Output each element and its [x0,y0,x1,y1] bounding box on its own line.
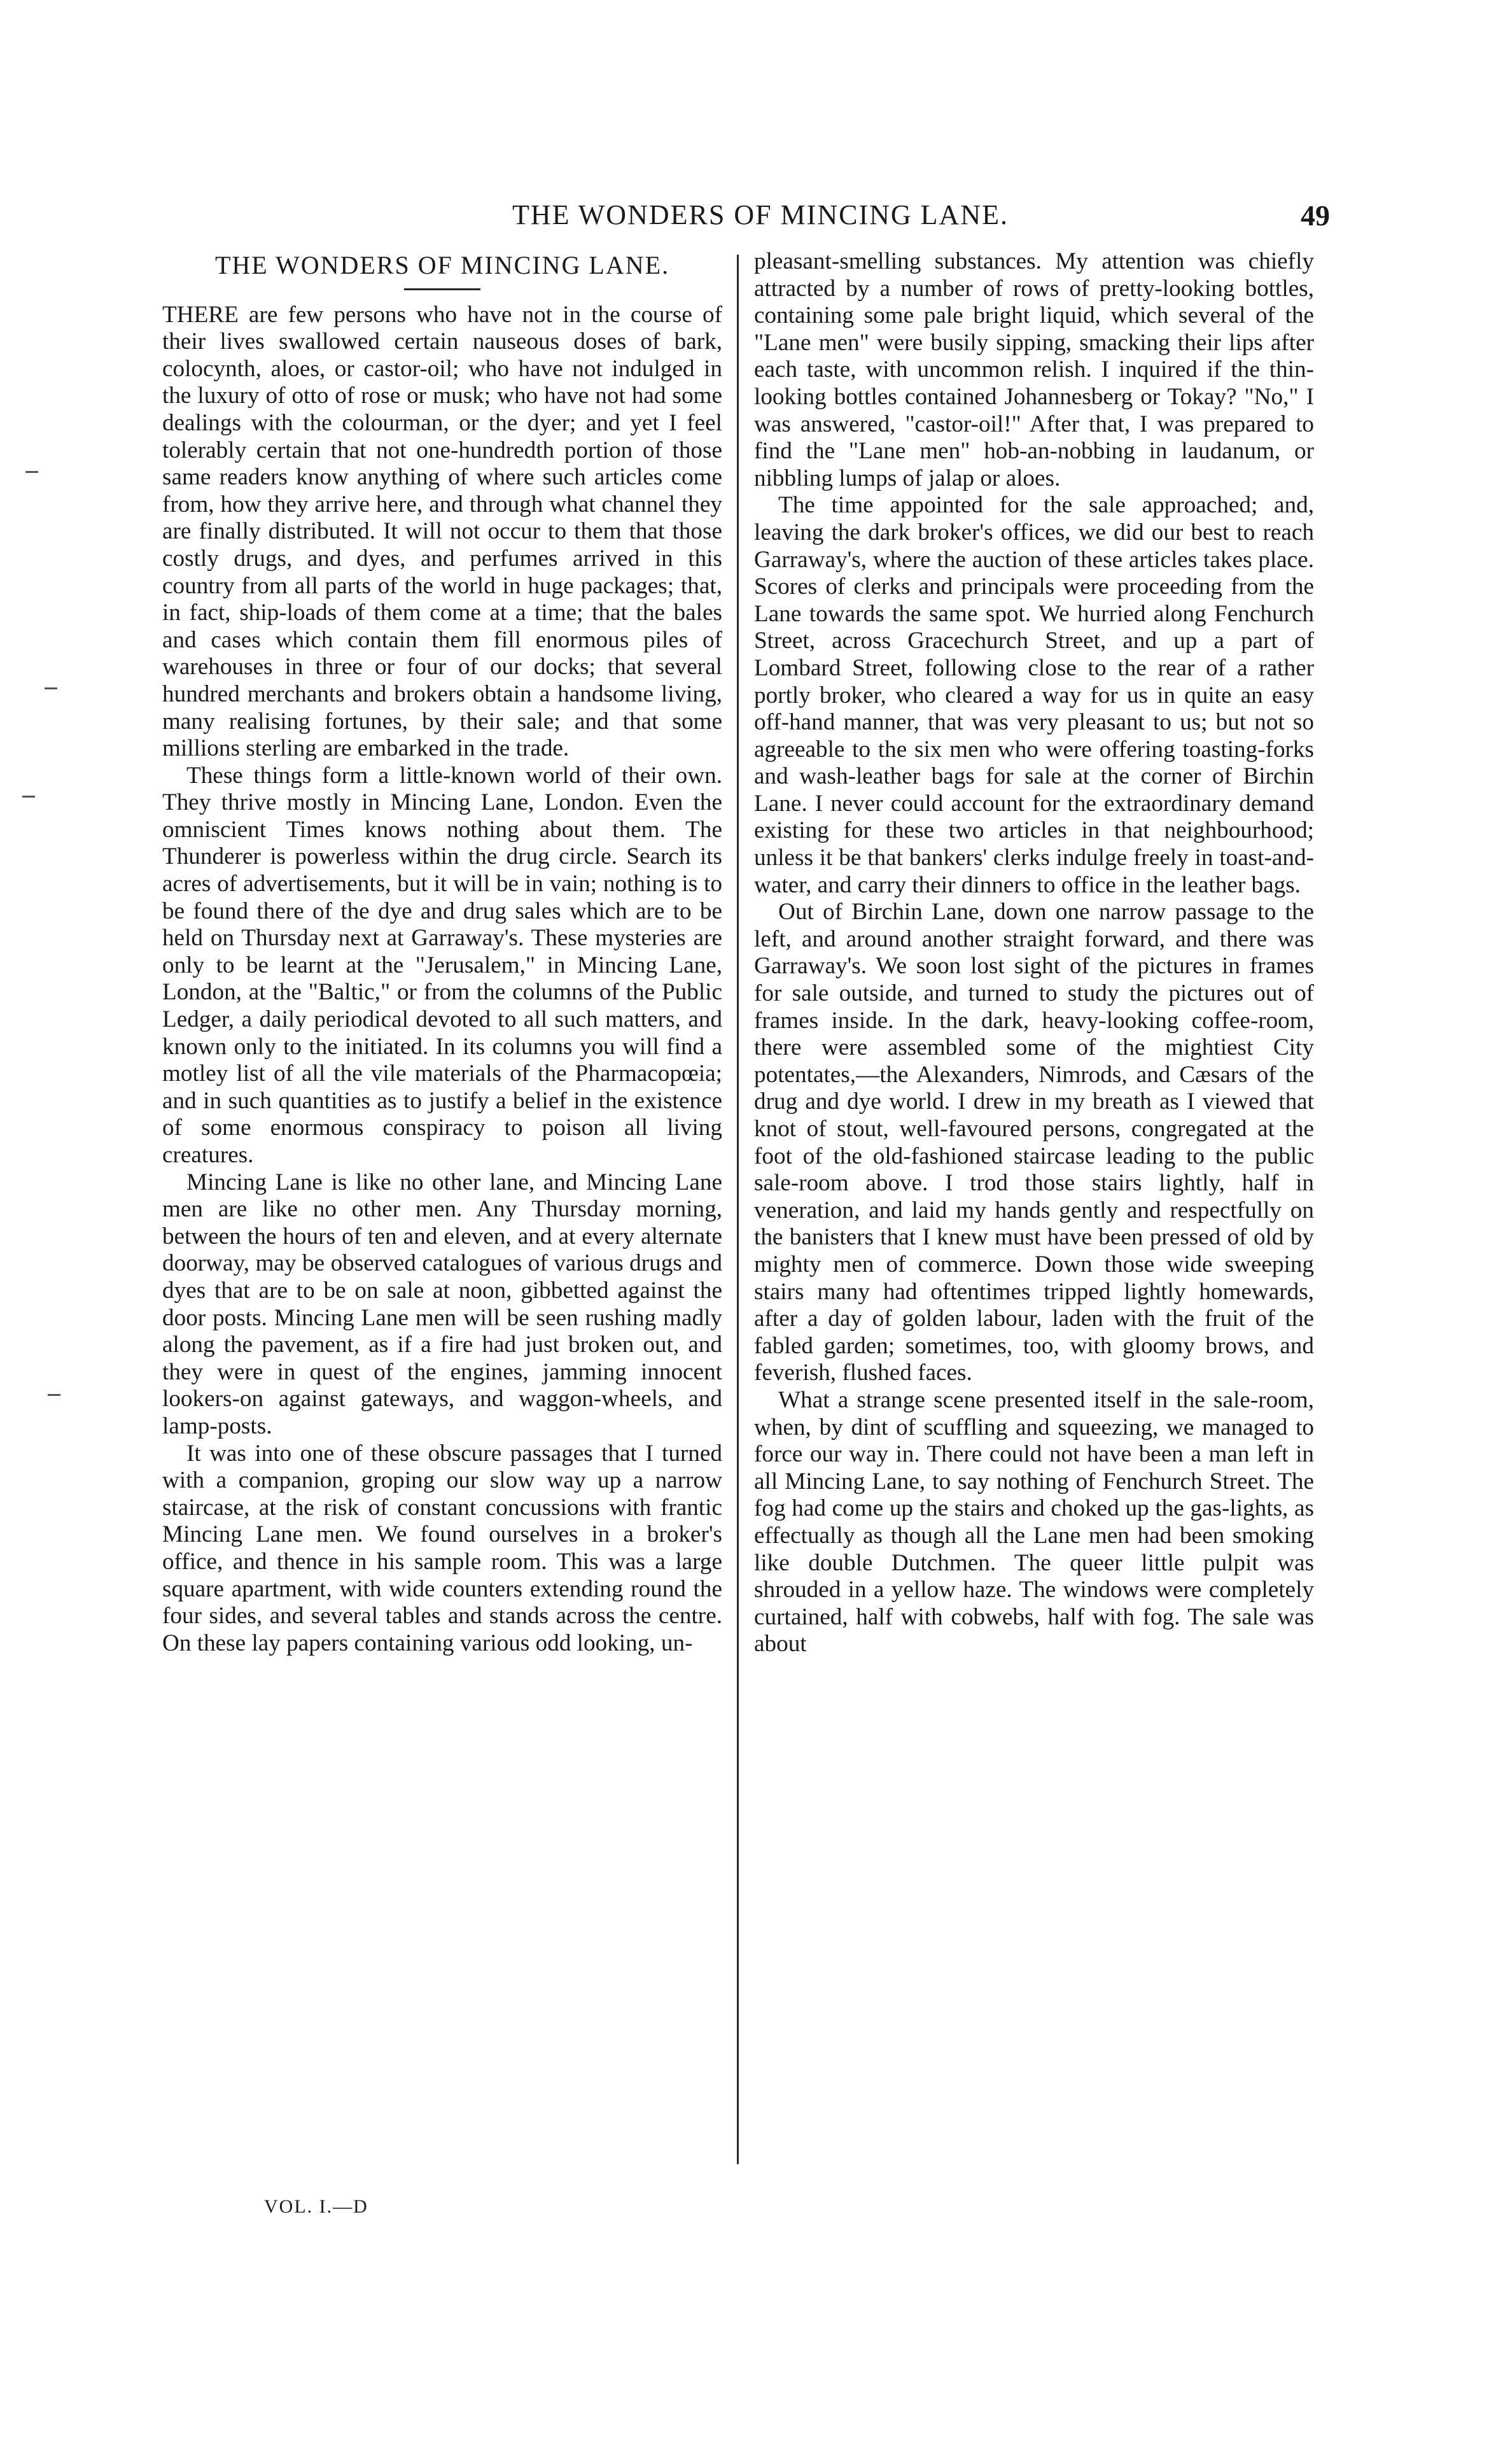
margin-mark [48,1394,60,1396]
paragraph: Mincing Lane is like no other lane, and Mincing Lane men are like no other men. Any Thursday morning, between the hours of ten and eleven, and at every alternate doorway, may be observed catalogues of various drugs and dyes that are to be on sale at noon, gibbetted against the door posts. Mincing Lane men will be seen rushing madly along the pavement, as if a fire had just broken out, and they were in quest of the engines, jamming innocent lookers-on against gateways, and waggon-wheels, and lamp-posts. [162,1169,722,1439]
left-column [162,248,722,2193]
margin-mark [45,687,57,689]
paragraph: It was into one of these obscure passages that I turned with a companion, groping our slow way up a narrow staircase, at the risk of constant concussions with frantic Mincing Lane men. We found ourselves in a broker's office, and thence in his sample room. This was a large square apartment, with wide counters extending round the four sides, and several tables and stands across the centre. On these lay papers containing various odd looking, un- [162,1440,722,1656]
article-columns [162,248,1339,2193]
paragraph: Out of Birchin Lane, down one narrow passage to the left, and around another straight forward, and there was Garraway's. We soon lost sight of the pictures in frames for sale outside, and turned to study the pictures out of frames inside. In the dark, heavy-looking coffee-room, there were assembled some of the mightiest City potentates,—the Alexanders, Nimrods, and Cæsars of the drug and dye world. I drew in my breath as I viewed that knot of stout, well-favoured persons, congregated at the foot of the old-fashioned staircase leading to the public sale-room above. I trod those stairs lightly, half in veneration, and laid my hands gently and respectfully on the banisters that I knew must have been pressed of old by mighty men of commerce. Down those wide sweeping stairs many had oftentimes tripped lightly homewards, after a day of golden labour, laden with the fruit of the fabled garden; sometimes, too, with gloomy brows, and feverish, flushed faces. [754,899,1314,1386]
title-rule [404,288,480,290]
signature-mark: VOL. I.—D [264,2196,368,2217]
paragraph: pleasant-smelling substances. My attention was chiefly attracted by a number of rows of pretty-looking bottles, containing some pale bright liquid, which several of the "Lane men" were busily sipping, smacking their lips after each taste, with uncommon relish. I inquired if the thin-looking bottles contained Johannesberg or Tokay? "No," I was answered, "castor-oil!" After that, I was prepared to find the "Lane men" hob-an-nobbing in laudanum, or nibbling lumps of jalap or aloes. [754,248,1314,491]
article-title: THE WONDERS OF MINCING LANE. [214,251,670,279]
paragraph: These things form a little-known world of their own. They thrive mostly in Mincing Lane, London. Even the omniscient Times knows nothing about them. The Thunderer is powerless within the drug circle. Search its acres of advertisements, but it will be in vain; nothing is to be found there of the dye and drug sales which are to be held on Thursday next at Garraway's. These mysteries are only to be learnt at the "Jerusalem," in Mincing Lane, London, at the "Baltic," or from the columns of the Public Ledger, a daily periodical devoted to all such matters, and known only to the initiated. In its columns you will find a motley list of all the vile materials of the Pharmacopœia; and in such quantities as to justify a belief in the existence of some enormous conspiracy to poison all living creatures. [162,762,722,1168]
paragraph: The time appointed for the sale approached; and, leaving the dark broker's offices, we did our best to reach Garraway's, where the auction of these articles takes place. Scores of clerks and principals were proceeding from the Lane towards the same spot. We hurried along Fenchurch Street, across Gracechurch Street, and up a part of Lombard Street, following close to the rear of a rather portly broker, who cleared a way for us in quite an easy off-hand manner, that was very pleasant to us; but not so agreeable to the six men who were offering toasting-forks and wash-leather bags for sale at the corner of Birchin Lane. I never could account for the extraordinary demand existing for these two articles in that neighbourhood; unless it be that bankers' clerks indulge freely in toast-and-water, and carry their dinners to office in the leather bags. [754,492,1314,898]
paragraph: THERE are few persons who have not in the course of their lives swallowed certain nauseous doses of bark, colocynth, aloes, or castor-oil; who have not indulged in the luxury of otto of rose or musk; who have not had some dealings with the colourman, or the dyer; and yet I feel tolerably certain that not one-hundredth portion of those same readers know anything of where such articles come from, how they arrive here, and through what channel they are finally distributed. It will not occur to them that those costly drugs, and dyes, and perfumes arrived in this country from all parts of the world in huge packages; that, in fact, ship-loads of them come at a time; that the bales and cases which contain them fill enormous piles of warehouses in three or four of our docks; that several hundred merchants and brokers obtain a handsome living, many realising fortunes, by their sale; and that some millions sterling are embarked in the trade. [162,301,722,762]
margin-mark [25,471,38,473]
page-header [191,199,1330,237]
page-number: 49 [1301,199,1330,232]
right-column [754,248,1314,2193]
column-rule [737,255,739,2164]
paragraph: What a strange scene presented itself in the sale-room, when, by dint of scuffling and squeezing, we managed to force our way in. There could not have been a man left in all Mincing Lane, to say nothing of Fenchurch Street. The fog had come up the stairs and choked up the gas-lights, as effectually as though all the Lane men had been smoking like double Dutchmen. The queer little pulpit was shrouded in a yellow haze. The windows were completely curtained, half with cobwebs, half with fog. The sale was about [754,1386,1314,1658]
running-title: THE WONDERS OF MINCING LANE. [512,199,1009,230]
margin-mark [22,796,35,798]
